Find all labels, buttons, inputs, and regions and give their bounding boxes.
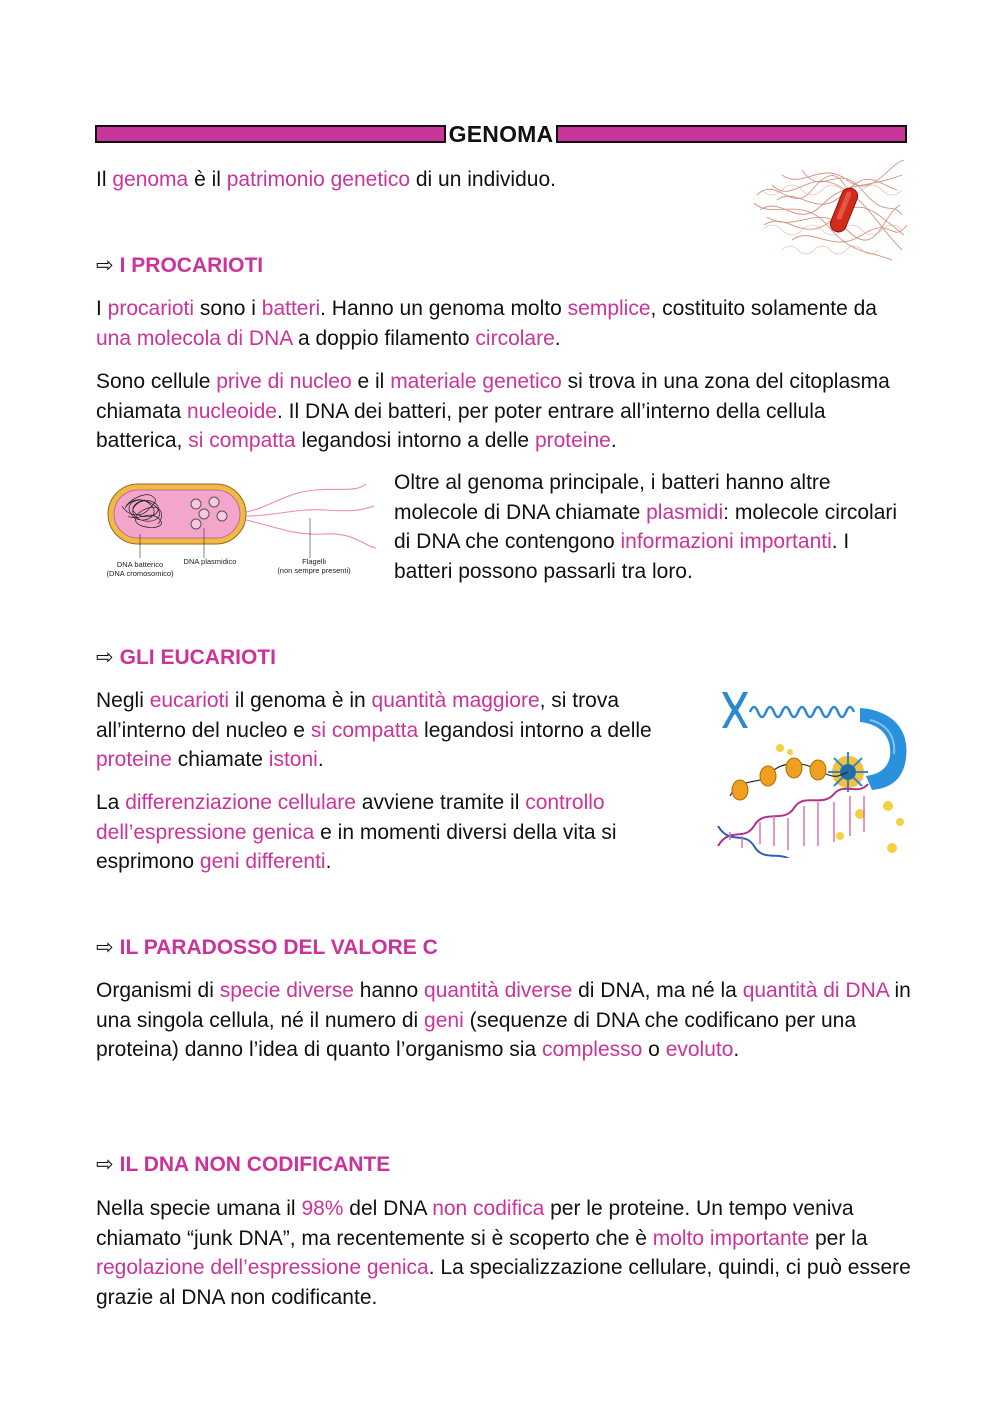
highlighted-term: si compatta	[310, 718, 419, 742]
text-segment: per le proteine. Un tempo veniva chiamato “junk DNA”, ma recentemente si è scoperto che è	[96, 1197, 854, 1250]
text-segment: legandosi intorno a delle	[295, 429, 535, 452]
text-segment: in una singola cellula, né il numero di	[96, 979, 911, 1032]
highlighted-term: proteine	[96, 748, 172, 771]
highlighted-term: complesso	[541, 1038, 643, 1061]
highlighted-term: quantità di DNA	[742, 979, 889, 1002]
highlighted-term: si compatta	[188, 429, 296, 452]
highlighted-term: differenziazione cellulare	[125, 791, 356, 814]
highlighted-term: 98%	[301, 1197, 344, 1220]
text-segment: del DNA	[343, 1197, 433, 1220]
highlighted-term: controllo dell’espressione genica	[96, 791, 605, 844]
highlighted-term: materiale genetico	[390, 370, 562, 393]
highlighted-term: prive di nucleo	[216, 370, 352, 393]
text-segment: Il	[96, 168, 113, 191]
eucarioti-paragraph-1	[96, 686, 696, 775]
bacterium-dna-illustration	[752, 155, 908, 267]
highlighted-term: specie diverse	[219, 979, 354, 1002]
text-segment: e in momenti diversi della vita si esprimono	[96, 820, 617, 873]
text-segment: , si trova all’interno del nucleo e	[96, 689, 619, 742]
procarioti-paragraph-1	[96, 294, 916, 353]
heading-procarioti: ⇨ I PROCARIOTI	[96, 254, 264, 277]
text-segment: I	[96, 297, 108, 320]
text-segment: .	[610, 429, 617, 452]
eucarioti-paragraph-2	[96, 788, 696, 877]
arrow-icon: ⇨	[96, 1153, 114, 1176]
highlighted-term: procarioti	[107, 297, 195, 320]
text-segment: il genoma è in	[229, 689, 372, 712]
label-dna-batterico: DNA batterico	[116, 560, 164, 569]
dna-non-codificante-paragraph	[96, 1194, 916, 1312]
heading-dna-non-codificante: ⇨ IL DNA NON CODIFICANTE	[96, 1153, 391, 1176]
heading-paradosso: ⇨ IL PARADOSSO DEL VALORE C	[96, 936, 438, 959]
label-dna-plasmidico: DNA plasmidico	[183, 557, 237, 566]
highlighted-term: eucarioti	[149, 689, 230, 712]
text-segment: . Il DNA dei batteri, per poter entrare all’interno della cellula batterica,	[96, 399, 826, 452]
highlighted-term: genoma	[112, 168, 189, 191]
text-segment: sono i	[194, 297, 262, 320]
page-title: GENOMA	[448, 121, 554, 147]
text-segment: Organismi di	[96, 979, 220, 1002]
highlighted-term: non codifica	[432, 1197, 545, 1220]
text-segment: . I batteri possono passarli tra loro.	[394, 530, 850, 583]
text-segment: La	[96, 791, 126, 814]
title-bar-right	[556, 125, 907, 143]
highlighted-term: circolare	[475, 326, 555, 350]
highlighted-term: nucleoide	[187, 399, 277, 423]
text-segment: .	[325, 850, 332, 873]
title-bar	[95, 123, 907, 145]
highlighted-term: evoluto	[665, 1038, 734, 1061]
procarioti-paragraph-2	[96, 367, 916, 456]
highlighted-term: quantità maggiore	[371, 689, 540, 712]
arrow-icon: ⇨	[96, 936, 114, 959]
label-dna-cromosomico: (DNA cromosomico)	[106, 569, 174, 578]
text-segment: . Hanno un genoma molto	[320, 297, 568, 320]
text-segment: .	[554, 326, 561, 350]
heading-eucarioti: ⇨ GLI EUCARIOTI	[96, 646, 276, 669]
highlighted-term: una molecola di DNA	[96, 326, 293, 350]
text-segment: , costituito solamente da	[650, 297, 877, 320]
paradosso-paragraph	[96, 976, 916, 1065]
text-segment: Negli	[96, 689, 150, 712]
highlighted-term: molto importante	[652, 1226, 810, 1250]
arrow-icon: ⇨	[96, 254, 114, 277]
bacterial-cell-diagram	[100, 478, 380, 582]
highlighted-term: proteine	[534, 429, 611, 452]
highlighted-term: plasmidi	[646, 500, 724, 524]
text-segment: e il	[351, 370, 391, 393]
text-segment: Nella specie umana il	[96, 1197, 302, 1220]
text-segment: a doppio filamento	[292, 326, 476, 350]
text-segment: di DNA, ma né la	[572, 979, 743, 1002]
intro-paragraph	[96, 165, 736, 195]
text-segment: avviene tramite il	[355, 791, 526, 814]
text-segment: . La specializzazione cellulare, quindi, ci può essere grazie al DNA non codificante.	[96, 1256, 911, 1309]
arrow-icon: ⇨	[96, 646, 114, 669]
procarioti-paragraph-3	[394, 468, 904, 586]
highlighted-term: batteri	[261, 297, 321, 320]
text-segment: .	[317, 748, 324, 771]
highlighted-term: geni differenti	[199, 850, 326, 873]
text-segment: .	[733, 1038, 740, 1061]
text-segment: o	[642, 1038, 666, 1061]
text-segment: hanno	[353, 979, 425, 1002]
title-bar-left	[95, 125, 446, 143]
text-segment: legandosi intorno a delle	[418, 718, 652, 742]
text-segment: Oltre al genoma principale, i batteri hanno altre molecole di DNA chiamate	[394, 471, 831, 524]
highlighted-term: informazioni importanti	[620, 530, 832, 553]
chromatin-illustration	[710, 686, 920, 858]
text-segment: è il	[188, 168, 227, 191]
highlighted-term: istoni	[268, 748, 318, 771]
highlighted-term: quantità diverse	[424, 979, 573, 1002]
text-segment: si trova in una zona del citoplasma chiamata	[96, 370, 890, 423]
label-flagelli: Flagelli	[302, 557, 326, 566]
text-segment: (sequenze di DNA che codificano per una proteina) danno l’idea di quanto l’organismo sia	[96, 1008, 856, 1061]
highlighted-term: semplice	[567, 297, 651, 320]
text-segment: chiamate	[171, 748, 269, 771]
label-non-sempre-presenti: (non sempre presenti)	[277, 566, 351, 575]
highlighted-term: patrimonio genetico	[226, 168, 411, 191]
highlighted-term: geni	[424, 1008, 464, 1032]
text-segment: : molecole circolari di DNA che contengono	[394, 500, 898, 553]
text-segment: di un individuo.	[410, 168, 556, 191]
text-segment: per la	[809, 1226, 868, 1250]
text-segment: Sono cellule	[96, 370, 217, 393]
highlighted-term: regolazione dell’espressione genica	[96, 1256, 429, 1279]
